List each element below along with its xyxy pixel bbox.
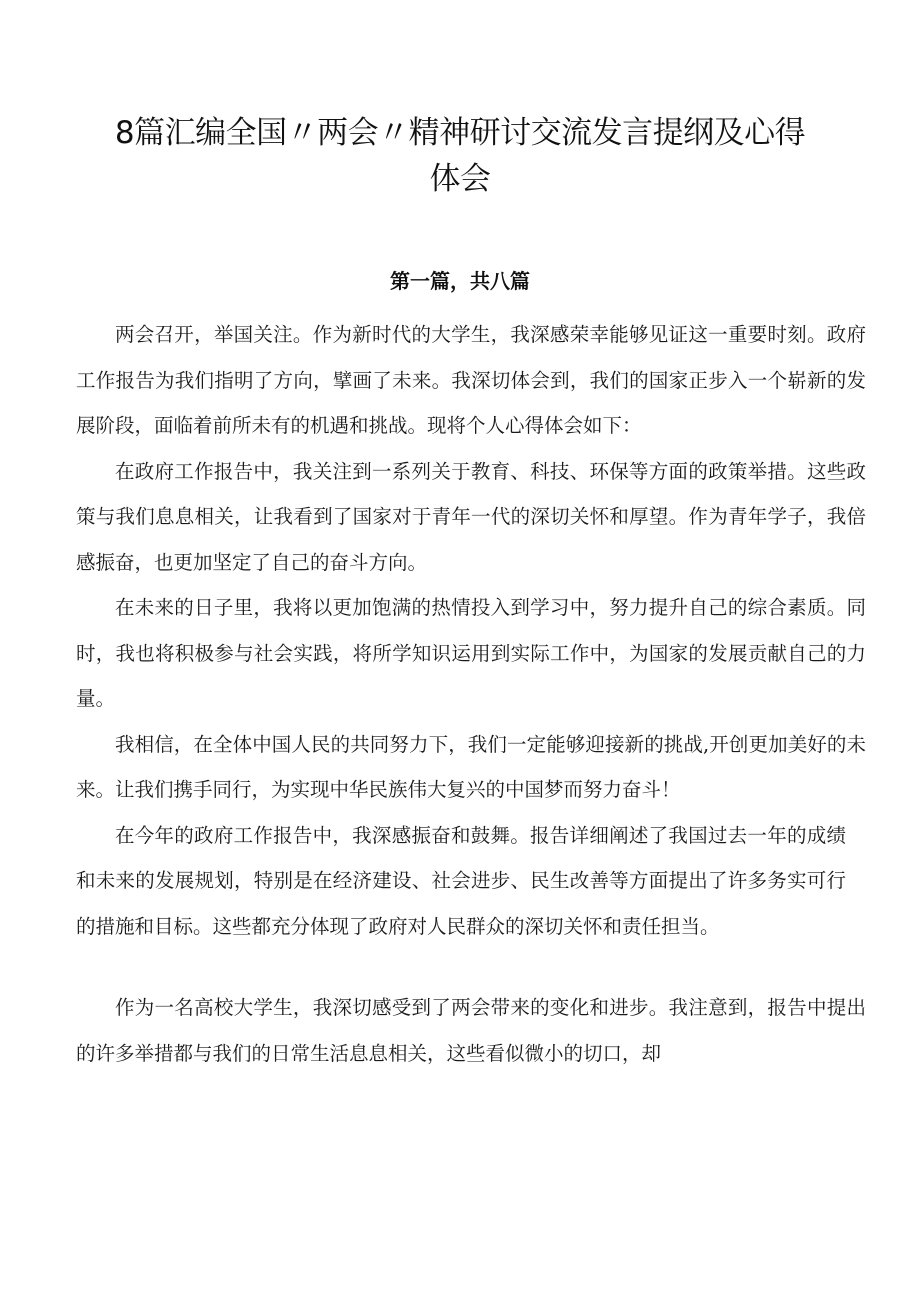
body-paragraph-4: 我相信，在全体中国人民的共同努力下，我们一定能够迎接新的挑战,开创更加美好的未来。让我们携手同行，为实现中华民族伟大复兴的中国梦而努力奋斗！	[76, 732, 866, 801]
body-paragraph-5: 在今年的政府工作报告中，我深感振奋和鼓舞。报告详细阐述了我国过去一年的成绩和未来的发展规划，特别是在经济建设、社会进步、民生改善等方面提出了许多务实可行的措施和目标。这些都充分体现了政府对人民群众的深切关怀和责任担当。	[76, 823, 846, 938]
body-paragraph-1: 两会召开，举国关注。作为新时代的大学生，我深感荣幸能够见证这一重要时刻。政府工作报告为我们指明了方向，擘画了未来。我深切体会到，我们的国家正步入一个崭新的发展阶段，面临着前所未有的机遇和挑战。现将个人心得体会如下：	[76, 323, 866, 437]
section-heading: 第一篇，共八篇	[390, 269, 530, 293]
body-paragraph-2: 在政府工作报告中，我关注到一系列关于教育、科技、环保等方面的政策举措。这些政策与我们息息相关，让我看到了国家对于青年一代的深切关怀和厚望。作为青年学子，我倍感振奋，也更加坚定了自己的奋斗方向。	[76, 459, 866, 574]
body-paragraph-3: 在未来的日子里，我将以更加饱满的热情投入到学习中，努力提升自己的综合素质。同时，我也将积极参与社会实践，将所学知识运用到实际工作中，为国家的发展贡献自己的力量。	[76, 596, 866, 710]
document-body	[76, 312, 866, 1076]
body-paragraph-6: 作为一名高校大学生，我深切感受到了两会带来的变化和进步。我注意到，报告中提出的许多举措都与我们的日常生活息息相关，这些看似微小的切口，却	[76, 996, 866, 1065]
document-title: 8篇汇编全国〃两会〃精神研讨交流发言提纲及心得体会	[114, 115, 806, 197]
